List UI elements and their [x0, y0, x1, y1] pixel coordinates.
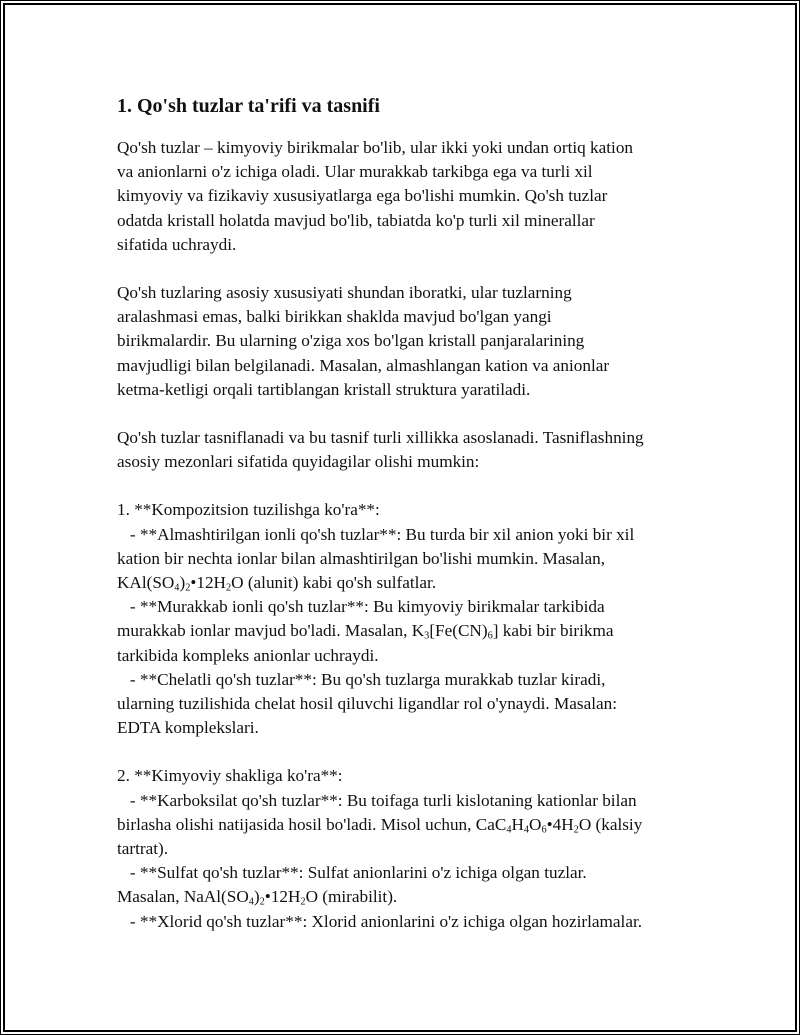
formula-text: •12H	[190, 573, 226, 593]
list-item-text: EDTA komplekslari.	[117, 718, 259, 738]
formula-text: Masalan, NaAl(SO	[117, 887, 249, 907]
list-item-text: - **Karboksilat qo'sh tuzlar**: Bu toifaga turli kislotaning kationlar bilan	[117, 790, 637, 810]
list-heading: 1. **Kompozitsion tuzilishga ko'ra**:	[117, 500, 380, 520]
formula-text: )	[179, 573, 186, 593]
formula-text: O (kalsiy	[578, 814, 643, 834]
formula-line	[117, 813, 717, 837]
formula-text: ] kabi bir birikma	[492, 621, 614, 641]
list-item-text: kation bir nechta ionlar bilan almashtirilgan bo'lishi mumkin. Masalan,	[117, 548, 606, 568]
list-heading: 2. **Kimyoviy shakliga ko'ra**:	[117, 766, 343, 786]
formula-line	[117, 571, 717, 595]
text-line: birikmalardir. Bu ularning o'ziga xos bo'lgan kristall panjaralarining	[117, 331, 585, 351]
formula-text: O (alunit) kabi qo'sh sulfatlar.	[231, 573, 437, 593]
formula-line	[117, 619, 717, 643]
formula-text: )	[253, 887, 260, 907]
text-line: asosiy mezonlari sifatida quyidagilar olishi mumkin:	[117, 452, 480, 472]
list-item-text: tarkibida kompleks anionlar uchraydi.	[117, 645, 379, 665]
subscript: 4	[174, 582, 180, 594]
text-line: kimyoviy va fizikaviy xususiyatlarga ega bo'lishi mumkin. Qo'sh tuzlar	[117, 186, 608, 206]
text-line: Qo'sh tuzlar tasniflanadi va bu tasnif turli xillikka asoslanadi. Tasniflashning	[117, 428, 644, 448]
paragraph-definition	[117, 136, 717, 257]
formula-text: •4H	[546, 814, 574, 834]
list-item-text: - **Almashtirilgan ionli qo'sh tuzlar**: Bu turda bir xil anion yoki bir xil	[117, 524, 635, 544]
subscript: 4	[248, 897, 254, 909]
list-item-text: - **Xlorid qo'sh tuzlar**: Xlorid anionlarini o'z ichiga olgan hozirlamalar.	[117, 911, 643, 931]
paragraph-classification	[117, 426, 717, 474]
subscript: 4	[506, 824, 512, 836]
list-item-text: - **Chelatli qo'sh tuzlar**: Bu qo'sh tuzlarga murakkab tuzlar kiradi,	[117, 669, 606, 689]
subscript: 2	[185, 582, 191, 594]
formula-text: [Fe(CN)	[429, 621, 488, 641]
text-line: Qo'sh tuzlar – kimyoviy birikmalar bo'lib, ular ikki yoki undan ortiq kation	[117, 138, 634, 157]
text-line: ketma-ketligi orqali tartiblangan kristall struktura yaratiladi.	[117, 379, 531, 399]
formula-text: KAl(SO	[117, 573, 175, 593]
formula-text: •12H	[264, 887, 301, 907]
list-composition	[117, 498, 717, 740]
text-line: aralashmasi emas, balki birikkan shaklda mavjud bo'lgan yangi	[117, 307, 552, 327]
text-line: Qo'sh tuzlaring asosiy xususiyati shundan iboratki, ular tuzlarning	[117, 283, 572, 303]
subscript: 2	[573, 824, 579, 836]
subscript: 6	[541, 824, 547, 836]
text-line: odatda kristall holatda mavjud bo'lib, tabiatda ko'p turli xil minerallar	[117, 210, 595, 230]
text-line: sifatida uchraydi.	[117, 234, 237, 254]
text-line: va anionlarni o'z ichiga oladi. Ular murakkab tarkibga ega va turli xil	[117, 162, 593, 182]
subscript: 2	[225, 582, 232, 594]
list-chemical-form	[117, 764, 717, 933]
formula-text: murakkab ionlar mavjud bo'ladi. Masalan, K	[117, 621, 425, 641]
subscript: 2	[259, 897, 265, 909]
list-item-text: tartrat).	[117, 839, 169, 859]
document-body	[117, 92, 717, 958]
formula-text: birlasha olishi natijasida hosil bo'ladi. Misol uchun, CaC	[117, 814, 507, 834]
section-title: 1. Qo'sh tuzlar ta'rifi va tasnifi	[117, 95, 380, 117]
formula-text: O (mirabilit).	[305, 887, 398, 907]
subscript: 3	[424, 631, 430, 643]
text-line: mavjudligi bilan belgilanadi. Masalan, almashlangan kation va anionlar	[117, 355, 610, 375]
subscript: 2	[300, 897, 306, 909]
list-item-text: - **Murakkab ionli qo'sh tuzlar**: Bu kimyoviy birikmalar tarkibida	[117, 597, 605, 617]
subscript: 6	[487, 631, 493, 643]
list-item-text: - **Sulfat qo'sh tuzlar**: Sulfat anionlarini o'z ichiga olgan tuzlar.	[117, 863, 587, 883]
list-item-text: ularning tuzilishida chelat hosil qiluvchi ligandlar rol o'ynaydi. Masalan:	[117, 694, 617, 714]
paragraph-properties	[117, 281, 717, 402]
formula-line	[117, 885, 717, 909]
subscript: 4	[523, 824, 530, 836]
formula-text: H	[511, 814, 524, 834]
formula-text: O	[529, 814, 542, 834]
